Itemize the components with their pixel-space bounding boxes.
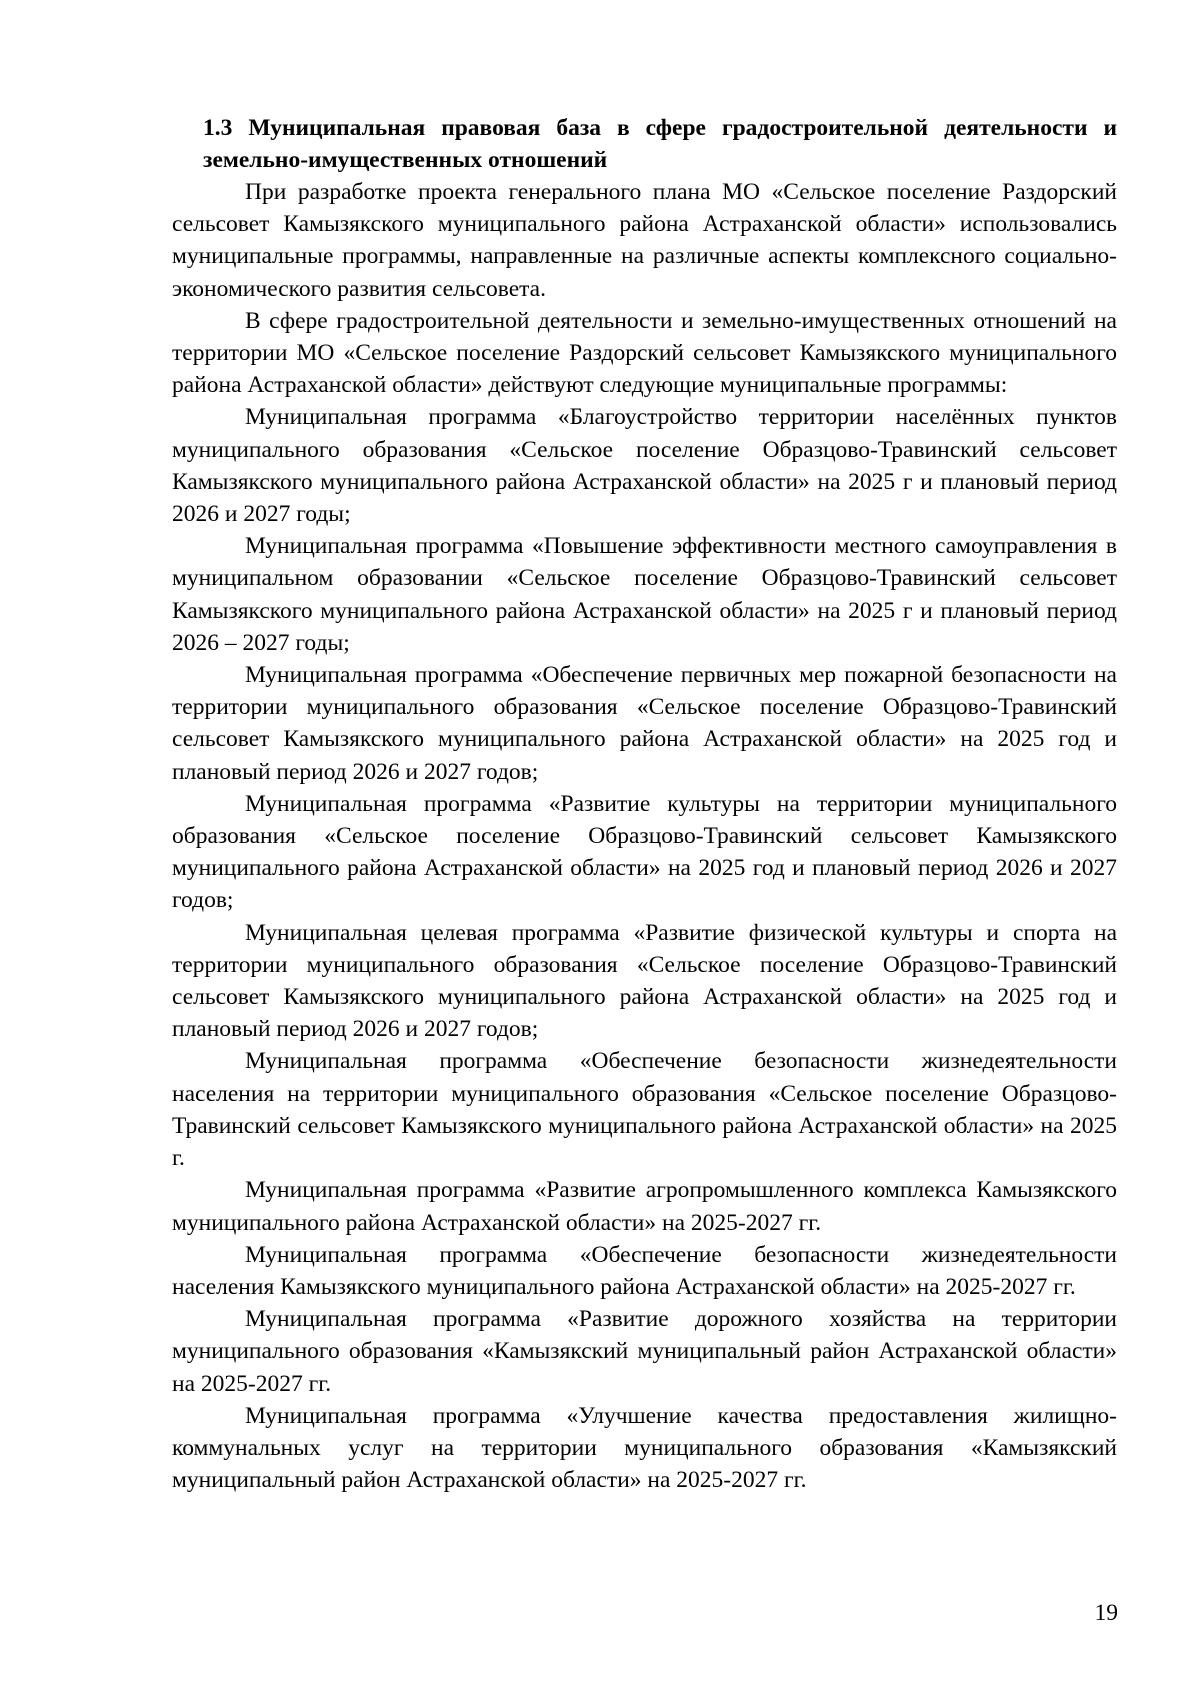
page-content: [172, 112, 1117, 1496]
paragraph-program-kultura: Муниципальная программа «Развитие культуры на территории муниципального образования «Сельское поселение Образцово-Травинский сельсовет Камызякского муниципального района Астраханской области» на 2025 год и плановый период 2026 и 2027 годов;: [172, 790, 1117, 914]
paragraph-program-apk: Муниципальная программа «Развитие агропромышленного комплекса Камызякского муниципального района Астраханской области» на 2025-2027 гг.: [172, 1177, 1117, 1236]
paragraph-intro: При разработке проекта генерального плана МО «Сельское поселение Раздорский сельсовет Камызякского муниципального района Астраханской области» использовались муниципальные программы, направленные на различные аспекты комплексного социально-экономического развития сельсовета.: [172, 179, 1117, 302]
paragraph-program-sport: Муниципальная целевая программа «Развитие физической культуры и спорта на территории муниципального образования «Сельское поселение Образцово-Травинский сельсовет Камызякского муниципального района Астраханской области» на 2025 год и плановый период 2026 и 2027 годов;: [172, 919, 1117, 1043]
paragraph-program-blagoustroystvo: Муниципальная программа «Благоустройство территории населённых пунктов муниципального образования «Сельское поселение Образцово-Травинский сельсовет Камызякского муниципального района Астраханской области» на 2025 г и плановый период 2026 и 2027 годы;: [172, 404, 1117, 528]
page-number: 19: [1094, 1600, 1118, 1626]
paragraph-program-bezopasnost-selsovet: Муниципальная программа «Обеспечение безопасности жизнедеятельности населения на территории муниципального образования «Сельское поселение Образцово-Травинский сельсовет Камызякского муниципального района Астраханской области» на 2025 г.: [172, 1048, 1117, 1172]
paragraph-programs-intro: В сфере градостроительной деятельности и земельно-имущественных отношений на территории МО «Сельское поселение Раздорский сельсовет Камызякского муниципального района Астраханской области» действуют следующие муниципальные программы:: [172, 307, 1117, 399]
paragraph-program-dorozhnoe: Муниципальная программа «Развитие дорожного хозяйства на территории муниципального образования «Камызякский муниципальный район Астраханской области» на 2025-2027 гг.: [172, 1306, 1117, 1397]
section-heading: 1.3 Муниципальная правовая база в сфере градостроительной деятельности и земельно-имущественных отношений: [203, 115, 1117, 173]
paragraph-program-pozharnaya: Муниципальная программа «Обеспечение первичных мер пожарной безопасности на территории муниципального образования «Сельское поселение Образцово-Травинский сельсовет Камызякского муниципального района Астраханской области» на 2025 год и плановый период 2026 и 2027 годов;: [172, 662, 1117, 785]
paragraph-program-samoupravlenie: Муниципальная программа «Повышение эффективности местного самоуправления в муниципальном образовании «Сельское поселение Образцово-Травинский сельсовет Камызякского муниципального района Астраханской области» на 2025 г и плановый период 2026 – 2027 годы;: [172, 533, 1117, 656]
paragraph-program-zhkh: Муниципальная программа «Улучшение качества предоставления жилищно-коммунальных услуг на территории муниципального образования «Камызякский муниципальный район Астраханской области» на 2025-2027 гг.: [172, 1402, 1117, 1494]
paragraph-program-bezopasnost-rayon: Муниципальная программа «Обеспечение безопасности жизнедеятельности населения Камызякского муниципального района Астраханской области» на 2025-2027 гг.: [172, 1241, 1117, 1300]
